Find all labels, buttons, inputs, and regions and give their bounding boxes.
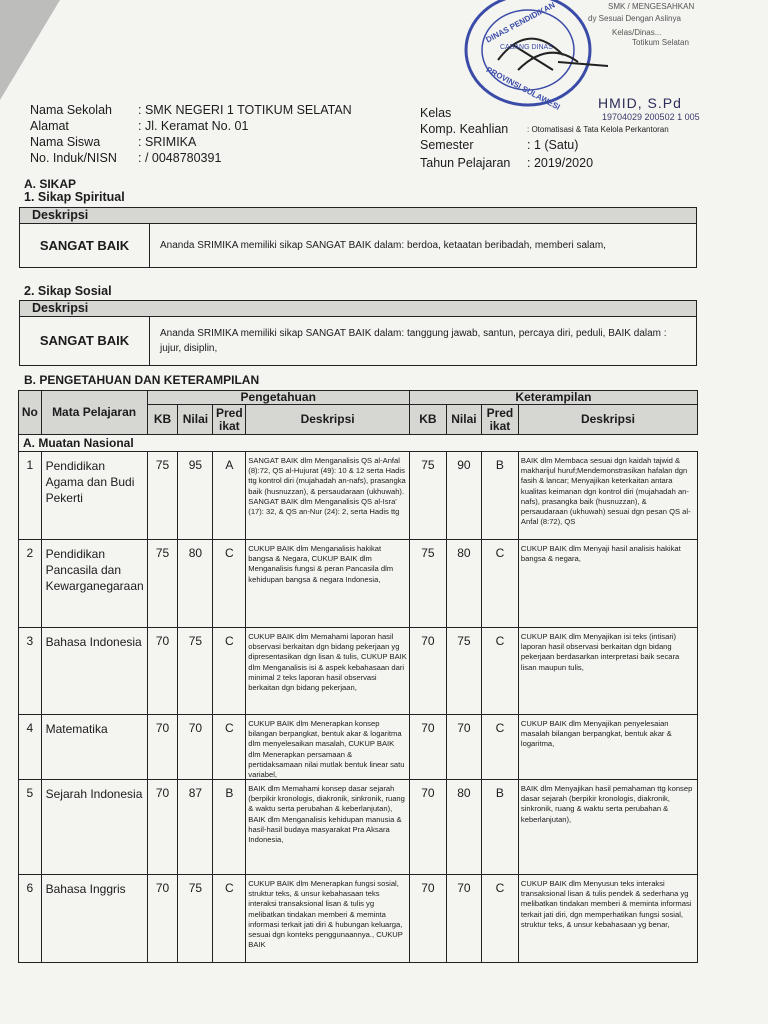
pengetahuan-deskripsi-text: CUKUP BAIK dlm Menganalisis hakikat bangsa & Negara, CUKUP BAIK dlm Menganalisis fungsi & peran Pancasila dlm kehidupan bangsa & negara Indonesia, (248, 544, 394, 584)
stamp-ring-left: PROVINSI SULAWESI (484, 65, 562, 112)
row-number: 6 (19, 875, 42, 963)
grades-table (18, 390, 698, 963)
keterampilan-predikat: C (481, 540, 518, 628)
keterampilan-nilai: 80 (446, 540, 481, 628)
stamp-inner: CABANG DINAS (500, 44, 553, 51)
header-pengetahuan: Pengetahuan (147, 391, 409, 405)
label-nama-sekolah: Nama Sekolah (30, 103, 112, 117)
pengetahuan-deskripsi-text: CUKUP BAIK dlm Menerapkan fungsi sosial, struktur teks, & unsur kebahasaan teks interaksi transaksional lisan & tulis yg melibatkan tindakan memberi & meminta informasi terkait jati diri & hubungan keluarga, sesuai dgn konteks penggunaannya., CUKUP BAIK (248, 879, 403, 950)
pengetahuan-kb: 75 (147, 452, 178, 540)
subject-name: Sejarah Indonesia (41, 780, 147, 875)
header-k-kb: KB (409, 405, 446, 435)
header-p-predikat: Pred ikat (213, 405, 246, 435)
section-muatan-nasional: A. Muatan Nasional (19, 435, 698, 452)
heading-pengetahuan-keterampilan: B. PENGETAHUAN DAN KETERAMPILAN (24, 373, 260, 387)
pengetahuan-kb: 70 (147, 875, 178, 963)
table-row (19, 875, 698, 963)
keterampilan-nilai: 90 (446, 452, 481, 540)
header-p-kb: KB (147, 405, 178, 435)
pengetahuan-nilai: 87 (178, 780, 213, 875)
heading-sikap: A. SIKAP (24, 177, 77, 191)
sosial-deskripsi: Ananda SRIMIKA memiliki sikap SANGAT BAIK dalam: tanggung jawab, santun, percaya diri, peduli, BAIK dalam : jujur, disiplin, (160, 327, 667, 354)
value-semester: : 1 (Satu) (527, 138, 579, 152)
sosial-desc-header: Deskripsi (19, 300, 697, 317)
pengetahuan-predikat: A (213, 452, 246, 540)
stamp-behind-line: dy Sesuai Dengan Aslinya (588, 14, 681, 23)
pengetahuan-kb: 70 (147, 715, 178, 780)
pengetahuan-kb: 70 (147, 780, 178, 875)
header-p-nilai: Nilai (178, 405, 213, 435)
pengetahuan-predikat: C (213, 540, 246, 628)
keterampilan-deskripsi (518, 715, 697, 780)
stamp-behind-top: SMK / MENGESAHKAN (608, 2, 695, 11)
pengetahuan-nilai: 75 (178, 628, 213, 715)
keterampilan-predikat: C (481, 715, 518, 780)
label-alamat: Alamat (30, 119, 69, 133)
label-tahun-pelajaran: Tahun Pelajaran (420, 156, 511, 170)
row-number: 1 (19, 452, 42, 540)
subject-name: Pendidikan Agama dan Budi Pekerti (41, 452, 147, 540)
spiritual-deskripsi: Ananda SRIMIKA memiliki sikap SANGAT BAIK dalam: berdoa, ketaatan beribadah, memberi salam, (160, 239, 606, 251)
subject-name: Matematika (41, 715, 147, 780)
pengetahuan-deskripsi-text: BAIK dlm Memahami konsep dasar sejarah (berpikir kronologis, diakronik, sinkronik, ruang & waktu serta perubahan & keberlanjutan), BAIK dlm Menganalisis kehidupan manusia & hasil-hasil budaya masyarakat Pra Aksara Indonesia, (248, 784, 405, 845)
keterampilan-deskripsi-text: CUKUP BAIK dlm Menyusun teks interaksi transaksional lisan & tulis pendek & sederhana yg melibatkan tindakan memberi & meminta informasi terkait jati diri, dgn memperhatikan fungsi sosial, struktur teks, & unsur kebahasaan yg benar, (520, 879, 692, 929)
signatory-name: HMID, S.Pd (598, 95, 682, 111)
pengetahuan-nilai: 70 (178, 715, 213, 780)
pengetahuan-deskripsi (246, 452, 410, 540)
keterampilan-deskripsi (518, 628, 697, 715)
value-nama-siswa: : SRIMIKA (138, 135, 197, 149)
keterampilan-deskripsi (518, 452, 697, 540)
table-row (19, 628, 698, 715)
spiritual-desc-header: Deskripsi (19, 207, 697, 224)
pengetahuan-nilai: 75 (178, 875, 213, 963)
row-number: 4 (19, 715, 42, 780)
pengetahuan-deskripsi-text: SANGAT BAIK dlm Menganalisis QS al-Anfal (8):72, QS al-Hujurat (49): 10 & 12 serta Hadis ttg kontrol diri (mujahadah an-nafs), prasangka baik (husnuzzan), & persaudaraan (ukhuwah). SANGAT BAIK dlm Menganalisis QS al-Isra' (17): 32, & QS an-Nur (24): 2, serta Hadis ttg (248, 456, 406, 517)
value-komp-keahlian: : Otomatisasi & Tata Kelola Perkantoran (527, 125, 669, 134)
label-nama-siswa: Nama Siswa (30, 135, 101, 149)
label-semester: Semester (420, 138, 474, 152)
heading-sikap-spiritual: 1. Sikap Spiritual (24, 190, 125, 204)
subject-name: Bahasa Indonesia (41, 628, 147, 715)
sosial-predikat: SANGAT BAIK (20, 316, 150, 365)
value-alamat: : Jl. Keramat No. 01 (138, 119, 249, 133)
pengetahuan-deskripsi (246, 715, 410, 780)
pengetahuan-deskripsi (246, 875, 410, 963)
table-row (19, 715, 698, 780)
pengetahuan-predikat: C (213, 628, 246, 715)
pengetahuan-predikat: C (213, 875, 246, 963)
keterampilan-kb: 70 (409, 628, 446, 715)
spiritual-row (19, 223, 697, 268)
header-k-predikat: Pred ikat (481, 405, 518, 435)
pengetahuan-deskripsi (246, 628, 410, 715)
keterampilan-deskripsi-text: CUKUP BAIK dlm Menyajikan isi teks (intisari) laporan hasil observasi berkaitan dgn bidang pekerjaan berdasarkan interpretasi baik secara lisan maupun tulis, (520, 632, 680, 672)
label-no-induk: No. Induk/NISN (30, 151, 117, 165)
keterampilan-nilai: 75 (446, 628, 481, 715)
header-k-deskripsi: Deskripsi (518, 405, 697, 435)
stamp-ring-top: DINAS PENDIDIKAN (484, 0, 557, 45)
keterampilan-predikat: B (481, 780, 518, 875)
folded-corner (0, 0, 60, 100)
subject-name: Pendidikan Pancasila dan Kewarganegaraan (41, 540, 147, 628)
keterampilan-kb: 75 (409, 452, 446, 540)
header-mapel: Mata Pelajaran (41, 391, 147, 435)
keterampilan-kb: 70 (409, 715, 446, 780)
keterampilan-nilai: 70 (446, 875, 481, 963)
keterampilan-predikat: C (481, 875, 518, 963)
keterampilan-deskripsi-text: BAIK dlm Menyajikan hasil pemahaman ttg konsep dasar sejarah (berpikir kronologis, diakronik, sinkronik, ruang & waktu serta perubahan & keberlanjutan), (520, 784, 693, 824)
header-no: No (19, 391, 42, 435)
sosial-row (19, 316, 697, 366)
keterampilan-kb: 75 (409, 540, 446, 628)
keterampilan-predikat: C (481, 628, 518, 715)
pengetahuan-predikat: B (213, 780, 246, 875)
keterampilan-deskripsi-text: BAIK dlm Membaca sesuai dgn kaidah tajwid & makharijul huruf;Mendemonstrasikan hafalan dgn fasih & lancar; Menyajikan keterkaitan antara kualitas keimanan dgn kontrol diri (mujahadah an-nafs), prasangka baik (husnuzzan), & persaudaraan (ukhuwah) sesuai dgn pesan QS al- Anfal (8:72), QS (520, 456, 691, 527)
keterampilan-kb: 70 (409, 780, 446, 875)
row-number: 5 (19, 780, 42, 875)
value-no-induk: : / 0048780391 (138, 151, 222, 165)
keterampilan-deskripsi (518, 780, 697, 875)
row-number: 2 (19, 540, 42, 628)
stamp-behind-school: Totikum Selatan (632, 38, 689, 47)
keterampilan-nilai: 70 (446, 715, 481, 780)
value-tahun-pelajaran: : 2019/2020 (527, 156, 594, 170)
pengetahuan-deskripsi-text: CUKUP BAIK dlm Memahami laporan hasil observasi berkaitan dgn bidang pekerjaan yg dipresentasikan dgn lisan & tulis, CUKUP BAIK dlm Menganalisis isi & aspek kebahasaan dari minimal 2 teks laporan hasil observasi berkaitan dgn bidang pekerjaan, (248, 632, 407, 693)
header-keterampilan: Keterampilan (409, 391, 697, 405)
stamp-behind-line2: Kelas/Dinas... (612, 28, 662, 37)
keterampilan-kb: 70 (409, 875, 446, 963)
label-kelas: Kelas (420, 106, 452, 120)
pengetahuan-deskripsi (246, 780, 410, 875)
keterampilan-deskripsi-text: CUKUP BAIK dlm Menyajikan penyelesaian masalah bilangan berpangkat, bentuk akar & logaritma, (520, 719, 672, 749)
signatory-nip: 19704029 200502 1 005 (602, 112, 700, 122)
keterampilan-deskripsi (518, 875, 697, 963)
pengetahuan-nilai: 80 (178, 540, 213, 628)
table-row (19, 540, 698, 628)
label-komp-keahlian: Komp. Keahlian (420, 122, 509, 136)
pengetahuan-kb: 70 (147, 628, 178, 715)
pengetahuan-predikat: C (213, 715, 246, 780)
keterampilan-deskripsi-text: CUKUP BAIK dlm Menyaji hasil analisis hakikat bangsa & negara, (520, 544, 681, 564)
pengetahuan-deskripsi (246, 540, 410, 628)
keterampilan-deskripsi (518, 540, 697, 628)
pengetahuan-nilai: 95 (178, 452, 213, 540)
heading-sikap-sosial: 2. Sikap Sosial (24, 284, 112, 298)
header-p-deskripsi: Deskripsi (246, 405, 410, 435)
spiritual-predikat: SANGAT BAIK (20, 223, 150, 267)
header-k-nilai: Nilai (446, 405, 481, 435)
table-row (19, 452, 698, 540)
keterampilan-predikat: B (481, 452, 518, 540)
pengetahuan-deskripsi-text: CUKUP BAIK dlm Menerapkan konsep bilangan berpangkat, bentuk akar & logaritma dlm menyelesaikan masalah, CUKUP BAIK dlm Menerapkan persamaan & pertidaksamaan nilai mutlak bentuk linear satu variabel, (248, 719, 405, 779)
table-row (19, 780, 698, 875)
pengetahuan-kb: 75 (147, 540, 178, 628)
keterampilan-nilai: 80 (446, 780, 481, 875)
value-nama-sekolah: : SMK NEGERI 1 TOTIKUM SELATAN (138, 103, 352, 117)
subject-name: Bahasa Inggris (41, 875, 147, 963)
row-number: 3 (19, 628, 42, 715)
